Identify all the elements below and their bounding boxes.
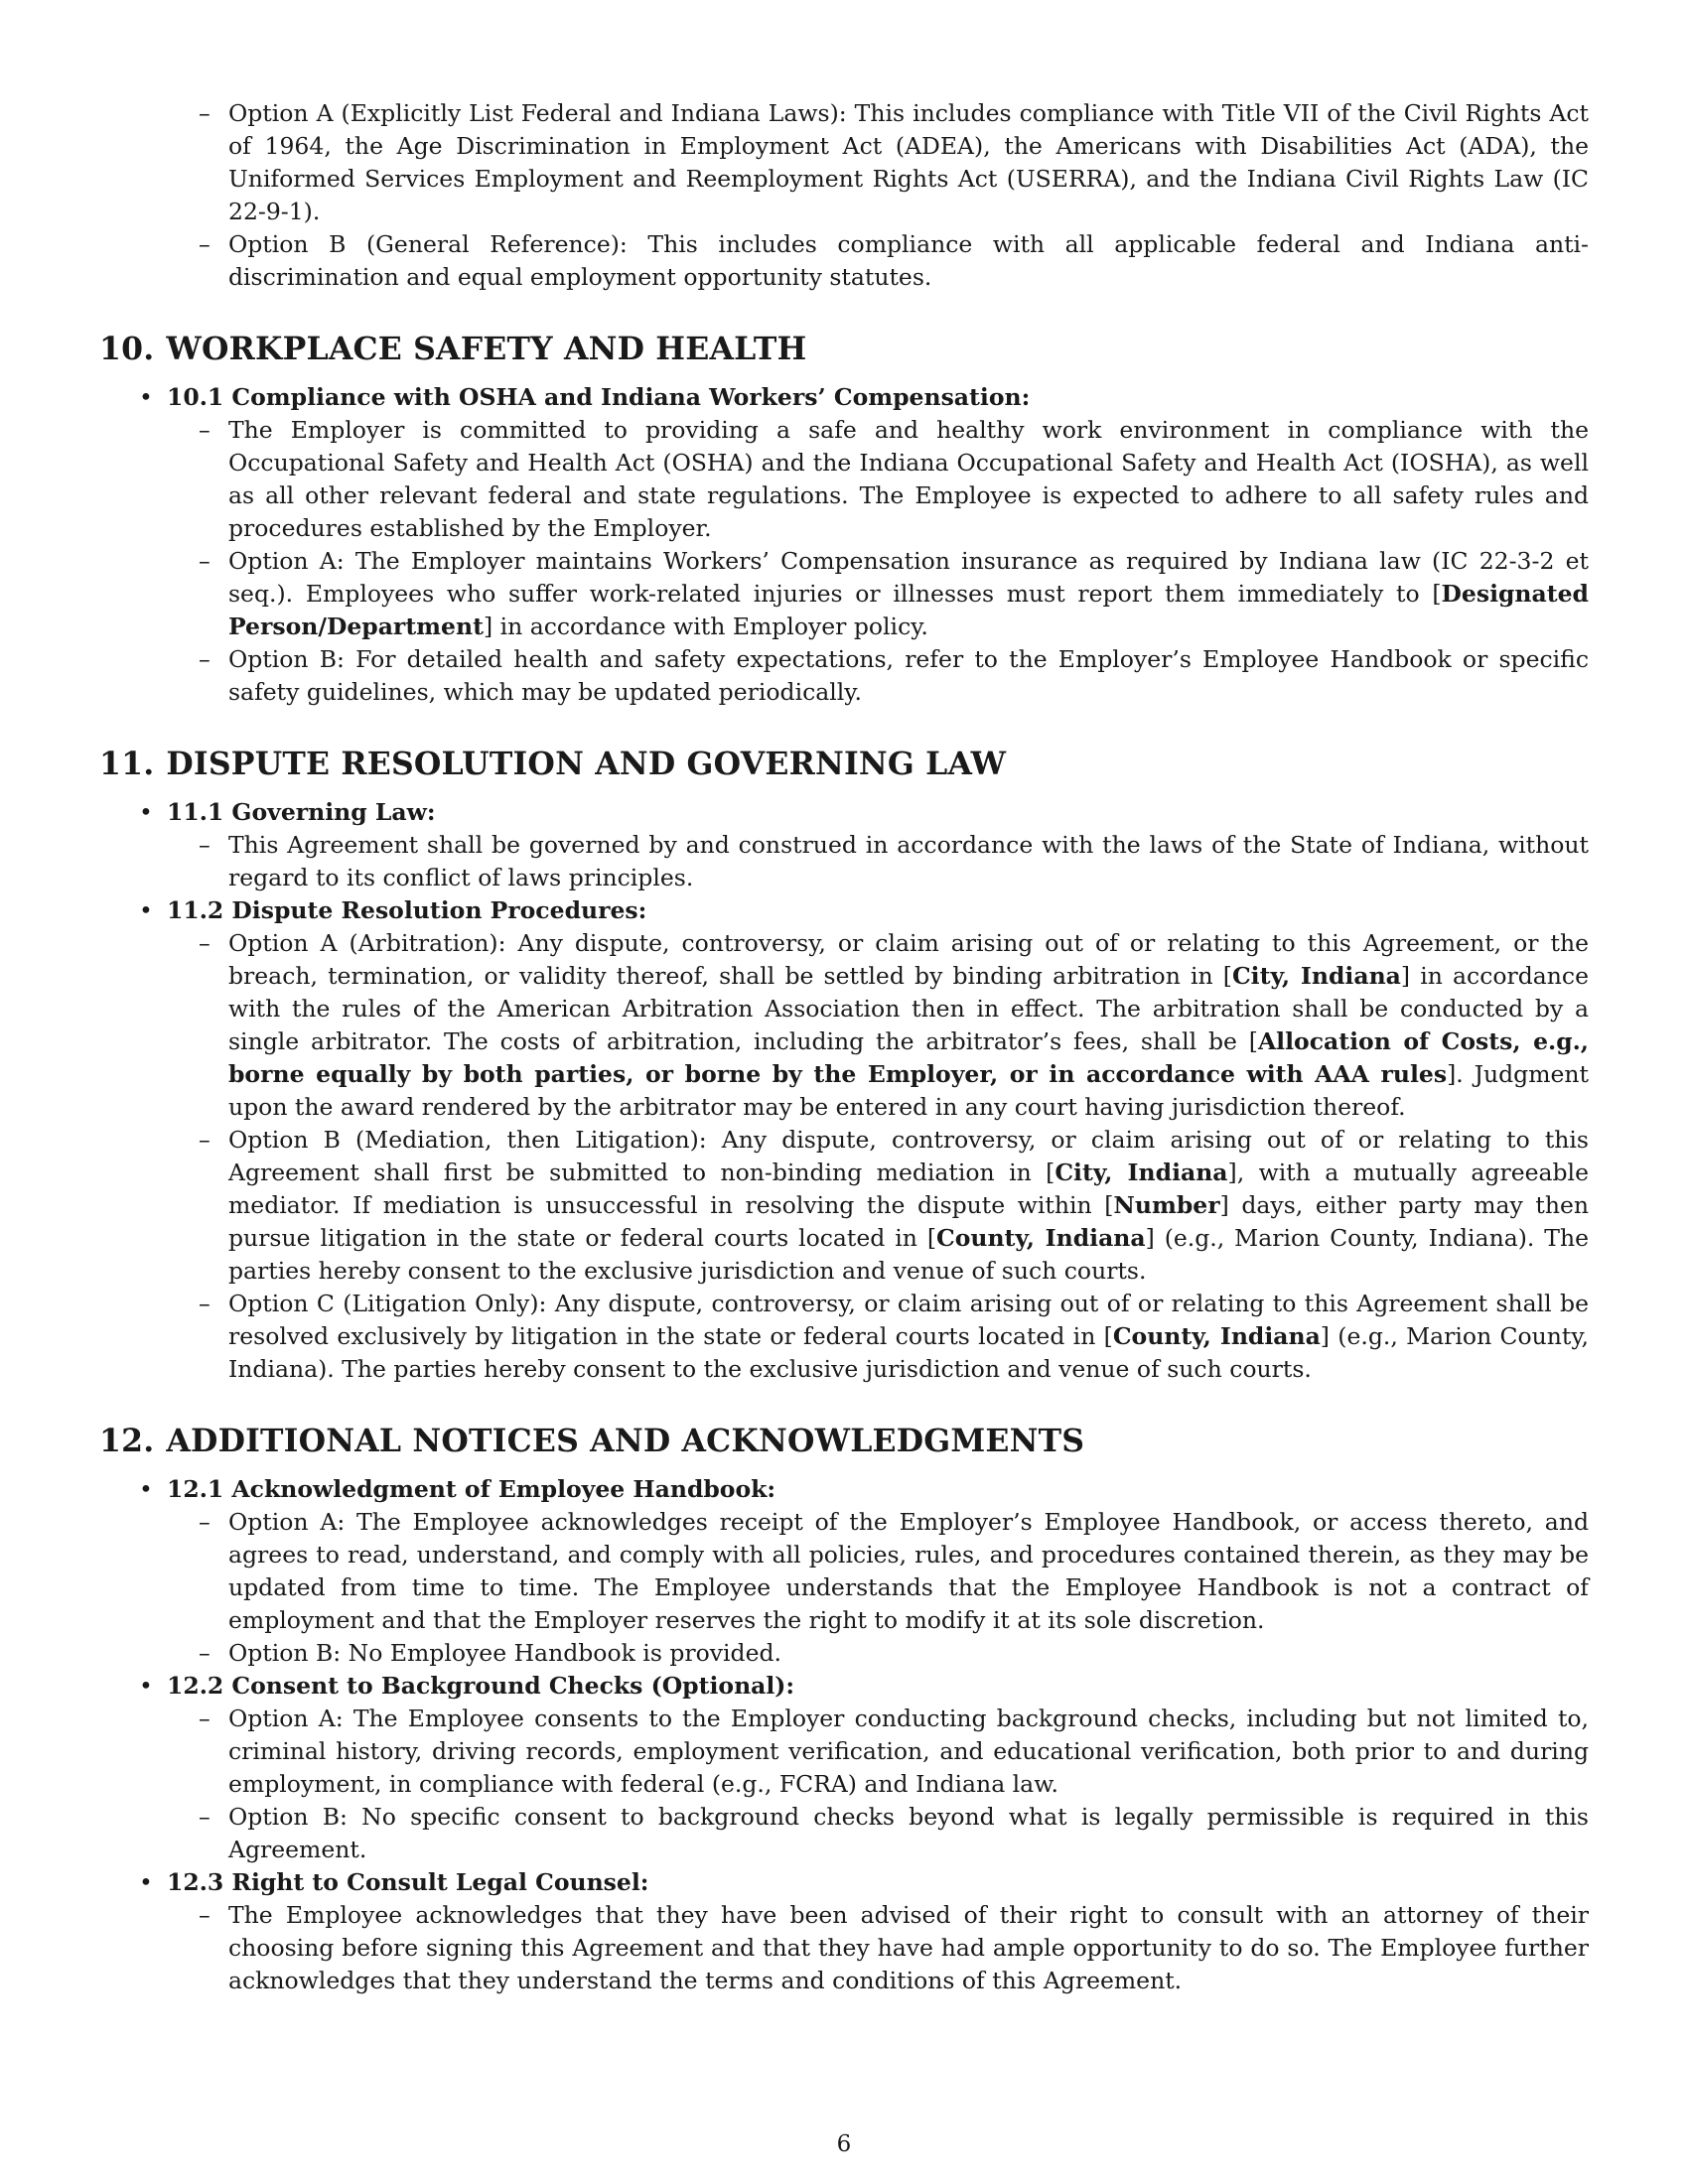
background-check-option-b: – Option B: No specific consent to background checks beyond what is legally permissible is required in this Agreement.	[199, 1803, 1589, 1863]
option-a-laws-list: – Option A (Explicitly List Federal and Indiana Laws): This includes compliance with Title VII of the Civil Rights Act of 1964, the Age Discrimination in Employment Act (ADEA), the Americans with Disabilities Act (ADA), the Uniformed Services Employment and Reemployment Rights Act (USERRA), and the Indiana Civil Rights Law (IC 22-9-1).	[199, 99, 1589, 225]
subsection-10-1-heading: • 10.1 Compliance with OSHA and Indiana Workers’ Compensation:	[139, 383, 1031, 411]
section-12-heading: 12. ADDITIONAL NOTICES AND ACKNOWLEDGMENTS	[99, 1423, 1085, 1459]
section-11-heading: 11. DISPUTE RESOLUTION AND GOVERNING LAW	[99, 746, 1007, 782]
option-b-general-reference: – Option B (General Reference): This includes compliance with all applicable federal and Indiana anti-discrimination and equal employment opportunity statutes.	[199, 230, 1589, 291]
section-10-heading: 10. WORKPLACE SAFETY AND HEALTH	[99, 331, 807, 367]
workers-comp-option-a: – Option A: The Employer maintains Workers’ Compensation insurance as required by Indiana law (IC 22-3-2 et seq.). Employees who suffer work-related injuries or illnesses must report them immediately to [Designated Person/Department] in accordance with Employer policy.	[199, 547, 1589, 640]
subsection-11-2-heading: • 11.2 Dispute Resolution Procedures:	[139, 896, 647, 924]
safety-option-b: – Option B: For detailed health and safety expectations, refer to the Employer’s Employee Handbook or specific safety guidelines, which may be updated periodically.	[199, 645, 1589, 706]
governing-law-paragraph: – This Agreement shall be governed by and construed in accordance with the laws of the State of Indiana, without regard to its conflict of laws principles.	[199, 831, 1589, 891]
page-content	[99, 97, 1589, 1997]
litigation-option-c: – Option C (Litigation Only): Any dispute, controversy, or claim arising out of or relating to this Agreement shall be resolved exclusively by litigation in the state or federal courts located in [County, Indiana] (e.g., Marion County, Indiana). The parties hereby consent to the exclusive jurisdiction and venue of such courts.	[199, 1290, 1589, 1383]
handbook-option-a: – Option A: The Employee acknowledges receipt of the Employer’s Employee Handbook, or access thereto, and agrees to read, understand, and comply with all policies, rules, and procedures contained therein, as they may be updated from time to time. The Employee understands that the Employee Handbook is not a contract of employment and that the Employer reserves the right to modify it at its sole discretion.	[199, 1508, 1589, 1634]
page-number: 6	[836, 2131, 852, 2157]
subsection-12-3-heading: • 12.3 Right to Consult Legal Counsel:	[139, 1868, 649, 1896]
subsection-11-1-heading: • 11.1 Governing Law:	[139, 798, 436, 826]
subsection-12-2-heading: • 12.2 Consent to Background Checks (Optional):	[139, 1672, 795, 1700]
arbitration-option-a: – Option A (Arbitration): Any dispute, controversy, or claim arising out of or relating to this Agreement, or the breach, termination, or validity thereof, shall be settled by binding arbitration in [City, Indiana] in accordance with the rules of the American Arbitration Association then in effect. The arbitration shall be conducted by a single arbitrator. The costs of arbitration, including the arbitrator’s fees, shall be [Allocation of Costs, e.g., borne equally by both parties, or borne by the Employer, or in accordance with AAA rules]. Judgment upon the award rendered by the arbitrator may be entered in any court having jurisdiction thereof.	[199, 929, 1589, 1121]
background-check-option-a: – Option A: The Employee consents to the Employer conducting background checks, including but not limited to, criminal history, driving records, employment verification, and educational verification, both prior to and during employment, in compliance with federal (e.g., FCRA) and Indiana law.	[199, 1705, 1589, 1798]
subsection-12-1-heading: • 12.1 Acknowledgment of Employee Handbook:	[139, 1475, 776, 1503]
legal-counsel-paragraph: – The Employee acknowledges that they have been advised of their right to consult with an attorney of their choosing before signing this Agreement and that they have had ample opportunity to do so. The Employee further acknowledges that they understand the terms and conditions of this Agreement.	[199, 1901, 1589, 1994]
safety-commitment-paragraph: – The Employer is committed to providing a safe and healthy work environment in compliance with the Occupational Safety and Health Act (OSHA) and the Indiana Occupational Safety and Health Act (IOSHA), as well as all other relevant federal and state regulations. The Employee is expected to adhere to all safety rules and procedures established by the Employer.	[199, 416, 1589, 542]
handbook-option-b: – Option B: No Employee Handbook is provided.	[199, 1639, 782, 1667]
mediation-option-b: – Option B (Mediation, then Litigation): Any dispute, controversy, or claim arising out of or relating to this Agreement shall first be submitted to non-binding mediation in [City, Indiana], with a mutually agreeable mediator. If mediation is unsuccessful in resolving the dispute within [Number] days, either party may then pursue litigation in the state or federal courts located in [County, Indiana] (e.g., Marion County, Indiana). The parties hereby consent to the exclusive jurisdiction and venue of such courts.	[199, 1126, 1590, 1285]
